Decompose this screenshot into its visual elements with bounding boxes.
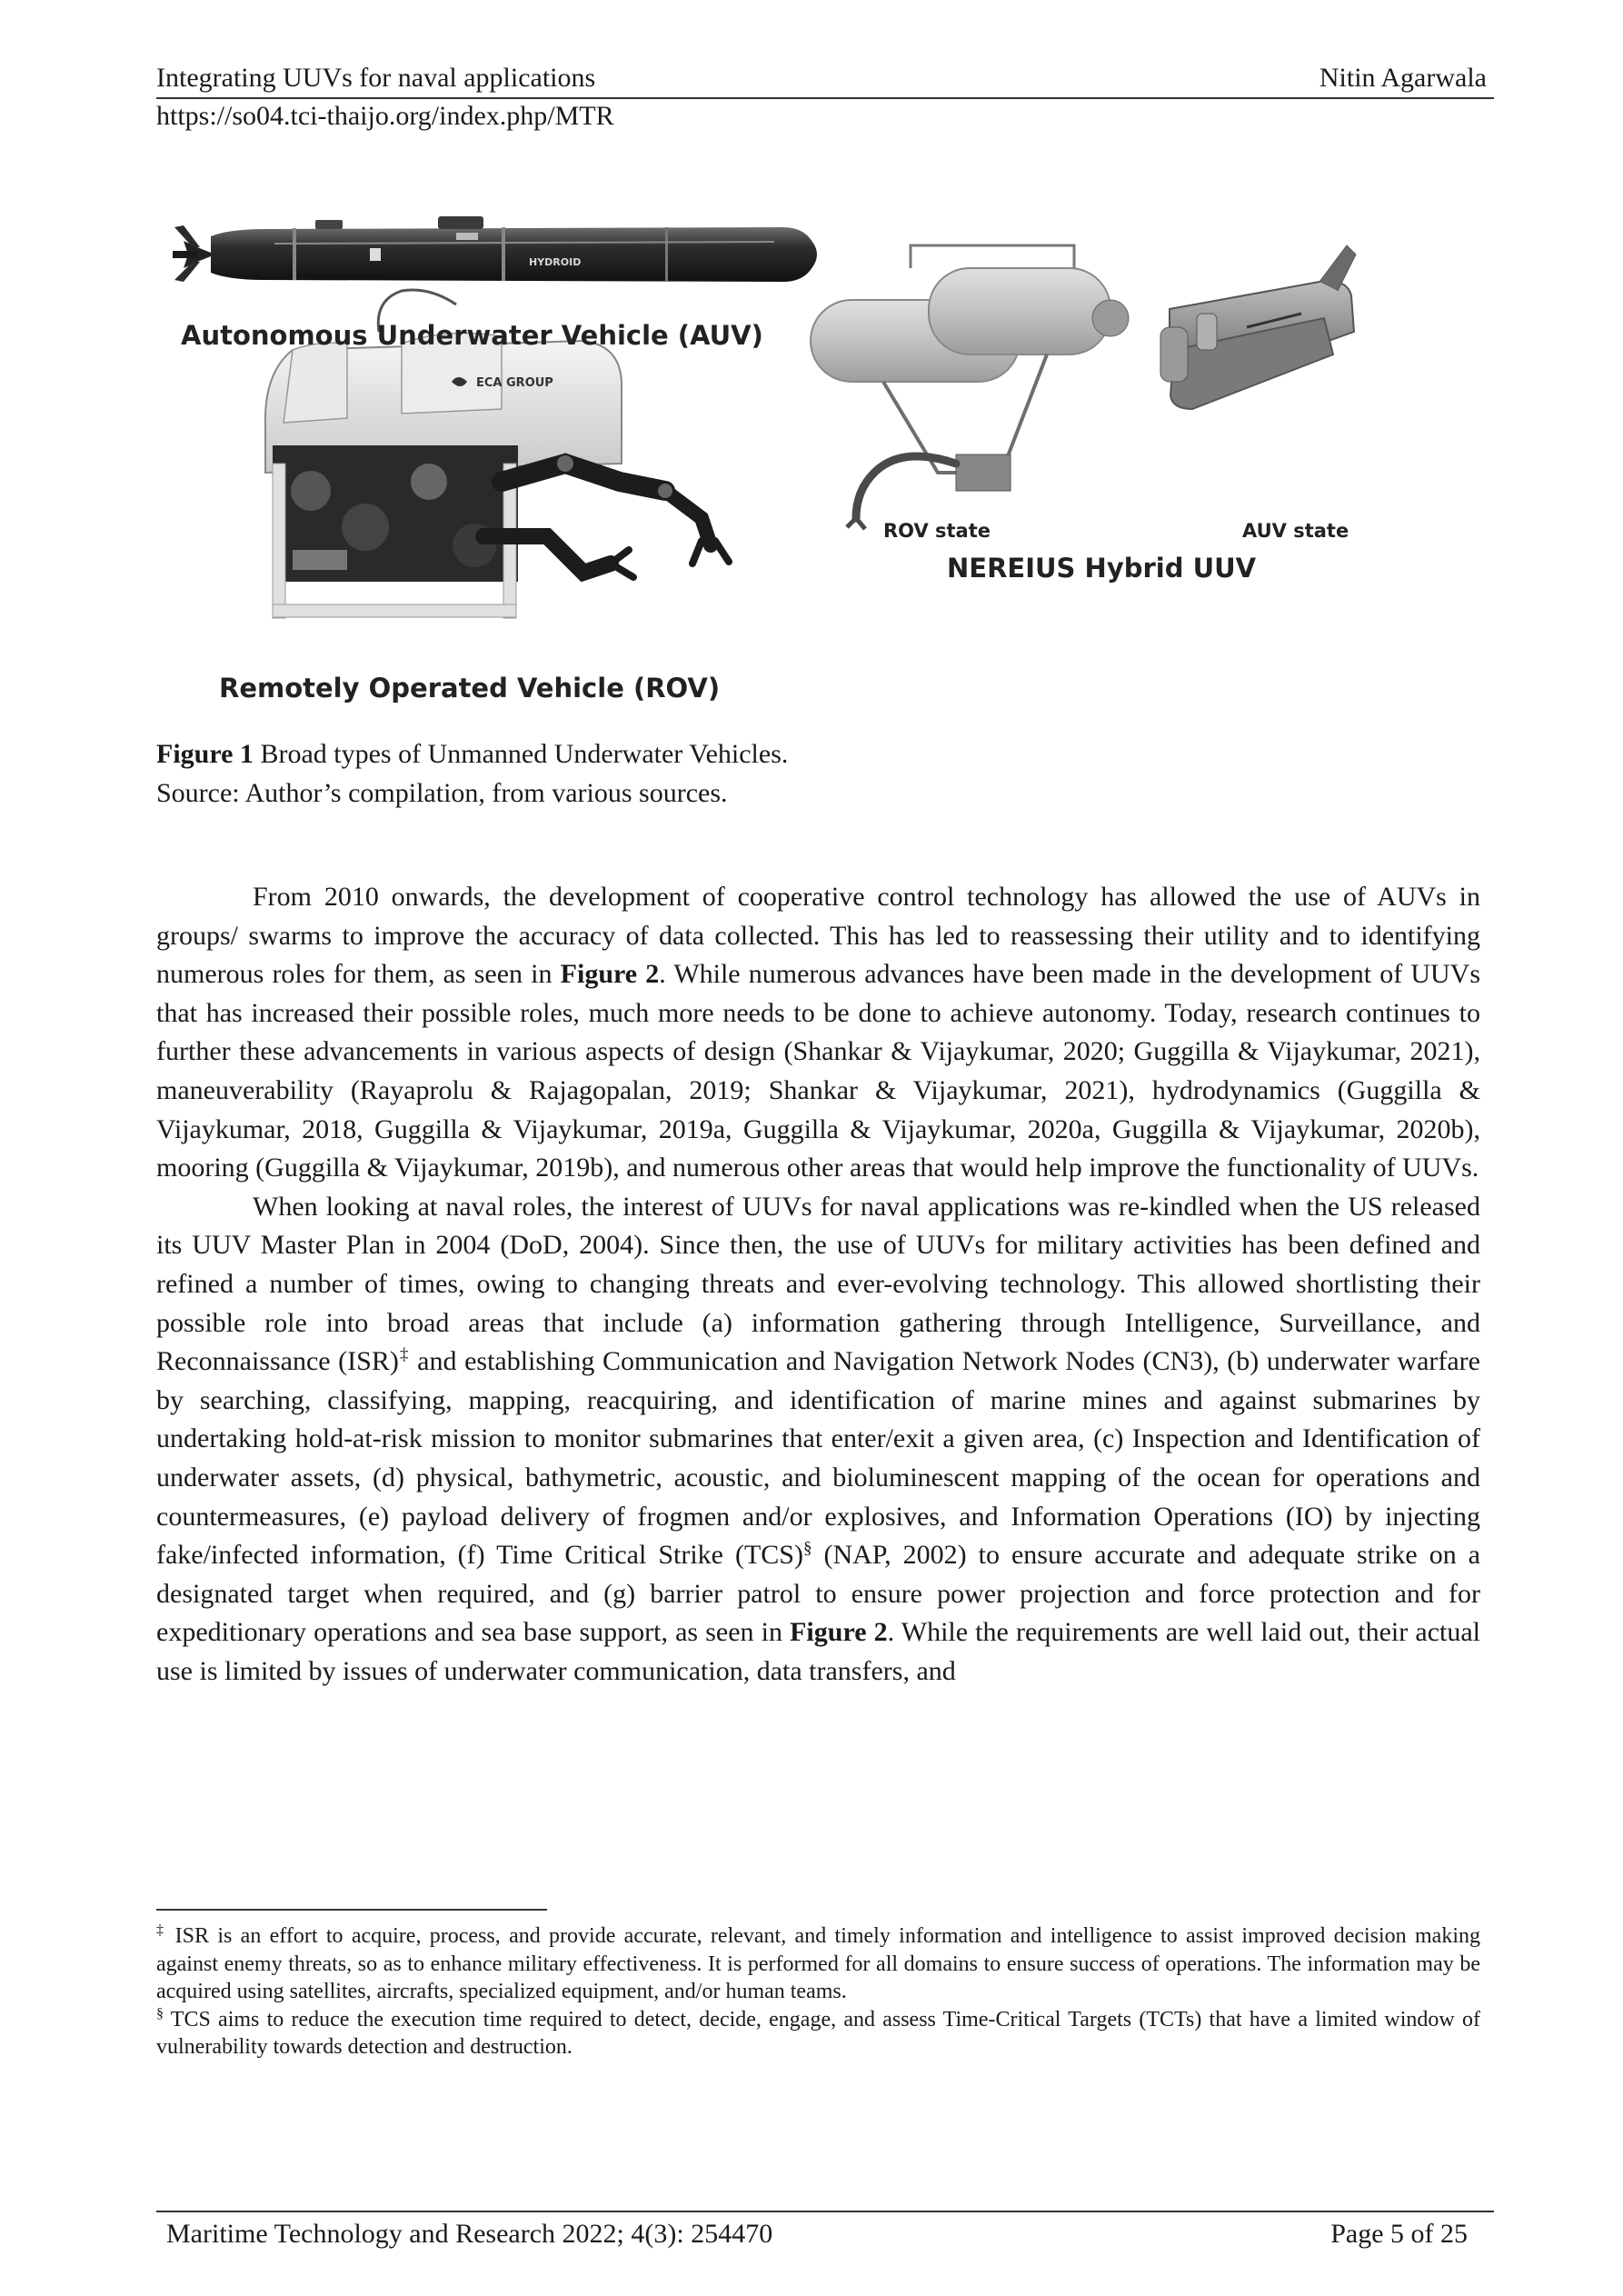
footer-rule bbox=[156, 2211, 1494, 2212]
journal-url: https://so04.tci-thaijo.org/index.php/MTR bbox=[156, 101, 614, 131]
figure-1-illustration bbox=[156, 191, 1374, 709]
footnote-1-mark: ‡ bbox=[156, 1922, 167, 1938]
header-rule bbox=[156, 97, 1494, 99]
body-text bbox=[156, 878, 1480, 1691]
running-header-title: Integrating UUVs for naval applications bbox=[156, 63, 596, 93]
p1-text-a: From 2010 onwards, the development of cooperative control technology has allowed the use of AUVs in groups/ swarms to improve the accuracy of data collected. This has led to reassessing their utility and to identifying numerous roles for them, as seen in bbox=[156, 882, 1480, 990]
p2-text-e: . While the requirements are well laid out, their actual use is limited by issues of underwater communication, data transfers, and bbox=[156, 1617, 1481, 1686]
footer-journal: Maritime Technology and Research 2022; 4(3): 254470 bbox=[166, 2219, 773, 2249]
p2-text-b: and establishing Communication and Navigation Network Nodes (CN3), (b) underwater warfare by searching, classifying, mapping, reacquiring, and identification of marine mines and against submarines by undertaking hold-at-risk mission to monitor submarines that enter/exit a given area, (c) Inspection and Identification of underwater assets, (d) physical, bathymetric, acoustic, and bioluminescent mapping of the ocean for operations and countermeasures, (e) payload delivery of frogmen and/or explosives, and Information Operations (IO) by injecting fake/infected information, (f) Time Critical Strike (TCS) bbox=[156, 1346, 1480, 1571]
figure-1-caption bbox=[156, 734, 788, 813]
footnotes bbox=[156, 1922, 1480, 2061]
running-header-author: Nitin Agarwala bbox=[1319, 63, 1487, 93]
caption-text: Broad types of Unmanned Underwater Vehicles. bbox=[253, 739, 789, 769]
auv-image bbox=[173, 216, 817, 282]
p2-text-a: When looking at naval roles, the interest of UUVs for naval applications was re-kindled when the US released its UUV Master Plan in 2004 (DoD, 2004). Since then, the use of UUVs for military activities has been defined and refined a number of times, owing to changing threats and ever-evolving technology. This allowed shortlisting their possible role into broad areas that include (a) information gathering through Intelligence, Surveillance, and Reconnaissance (ISR) bbox=[156, 1191, 1480, 1377]
label-rov: Remotely Operated Vehicle (ROV) bbox=[219, 673, 721, 704]
paragraph-2 bbox=[156, 1188, 1480, 1692]
footer-page-number: Page 5 of 25 bbox=[1330, 2219, 1468, 2249]
rov-brand-text: ECA GROUP bbox=[476, 376, 553, 390]
p2-figure-ref: Figure 2 bbox=[790, 1617, 888, 1648]
footnote-2 bbox=[156, 2006, 1480, 2061]
footnote-1 bbox=[156, 1922, 1480, 2006]
auv-hull-text: HYDROID bbox=[529, 256, 582, 268]
nereius-auv-state-image bbox=[1160, 245, 1356, 409]
caption-label: Figure 1 bbox=[156, 739, 254, 769]
footnote-ref-1: ‡ bbox=[398, 1345, 410, 1365]
label-nereius: NEREIUS Hybrid UUV bbox=[947, 553, 1257, 584]
caption-source: Source: Author’s compilation, from various sources. bbox=[156, 778, 728, 808]
footnote-1-text: ISR is an effort to acquire, process, and provide accurate, relevant, and timely information and intelligence to assist improved decision making against enemy threats, so as to enhance military effectiveness. It is performed for all domains to ensure success of operations. The information may be acquired using satellites, aircrafts, specialized equipment, and/or human teams. bbox=[156, 1924, 1480, 2003]
label-auv: Autonomous Underwater Vehicle (AUV) bbox=[181, 320, 763, 351]
footnote-rule bbox=[156, 1909, 547, 1911]
footnote-ref-2: § bbox=[802, 1539, 812, 1559]
label-auv-state: AUV state bbox=[1242, 520, 1349, 542]
p1-figure-ref: Figure 2 bbox=[560, 959, 660, 990]
paragraph-1 bbox=[156, 878, 1480, 1188]
label-rov-state: ROV state bbox=[883, 520, 991, 542]
footnote-2-mark: § bbox=[156, 2005, 164, 2021]
footnote-2-text: TCS aims to reduce the execution time required to detect, decide, engage, and assess Time-Critical Targets (TCTs) that have a limited window of vulnerability towards detection and destruction. bbox=[156, 2007, 1480, 2059]
p2-text-c: (NAP, 2002) to ensure accurate and adequate strike on a designated target when required, and (g) barrier patrol to ensure power projection and force protection and for expeditionary operations and sea base support, as seen in bbox=[156, 1540, 1480, 1648]
figure-1 bbox=[156, 191, 1374, 709]
nereius-rov-state-image bbox=[811, 245, 1129, 529]
p1-text-c: . While numerous advances have been made in the development of UUVs that has increased their possible roles, much more needs to be done to achieve autonomy. Today, research continues to further these advancements in various aspects of design (Shankar & Vijaykumar, 2020; Guggilla & Vijaykumar, 2021), maneuverability (Rayaprolu & Rajagopalan, 2019; Shankar & Vijaykumar, 2021), hydrodynamics (Guggilla & Vijaykumar, 2018, Guggilla & Vijaykumar, 2019a, Guggilla & Vijaykumar, 2020a, Guggilla & Vijaykumar, 2020b), mooring (Guggilla & Vijaykumar, 2019b), and numerous other areas that would help improve the functionality of UUVs. bbox=[156, 959, 1481, 1183]
